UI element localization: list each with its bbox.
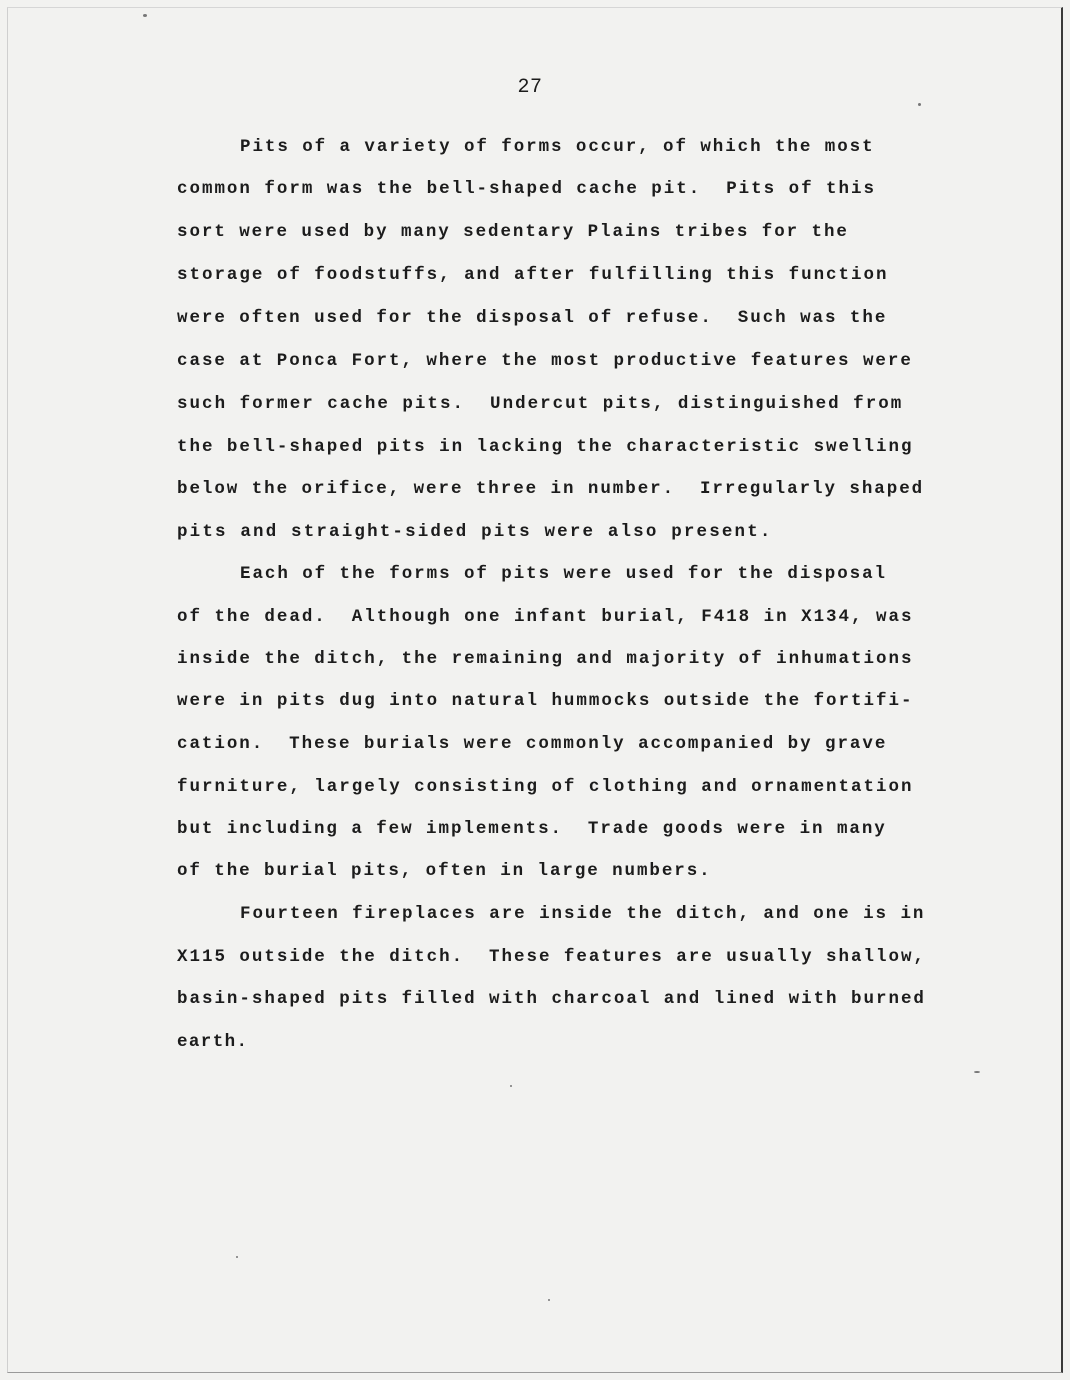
text-line: Pits of a variety of forms occur, of which the most — [240, 137, 875, 157]
page-number: 27 — [517, 76, 543, 99]
scan-speck — [143, 14, 147, 17]
text-line: the bell-shaped pits in lacking the characteristic swelling — [177, 437, 914, 457]
text-line: Fourteen fireplaces are inside the ditch, and one is in — [240, 904, 926, 924]
text-line: pits and straight-sided pits were also present. — [177, 522, 773, 542]
text-line: furniture, largely consisting of clothing and ornamentation — [177, 777, 914, 797]
text-line: of the burial pits, often in large numbers. — [177, 861, 712, 881]
text-line: inside the ditch, the remaining and majority of inhumations — [177, 649, 914, 669]
text-line: but including a few implements. Trade goods were in many — [177, 819, 887, 839]
text-line: basin-shaped pits filled with charcoal and lined with burned — [177, 989, 926, 1009]
text-line: were in pits dug into natural hummocks outside the fortifi- — [177, 691, 914, 711]
scan-speck — [548, 1299, 550, 1301]
scan-speck — [974, 1071, 980, 1073]
text-line: common form was the bell-shaped cache pit. Pits of this — [177, 179, 876, 199]
scan-speck — [510, 1085, 512, 1087]
scan-speck — [918, 103, 921, 106]
text-line: earth. — [177, 1032, 249, 1052]
text-line: such former cache pits. Undercut pits, distinguished from — [177, 394, 904, 414]
text-line: were often used for the disposal of refuse. Such was the — [177, 308, 888, 328]
text-line: Each of the forms of pits were used for the disposal — [240, 564, 887, 584]
text-line: below the orifice, were three in number. Irregularly shaped — [177, 479, 925, 499]
text-line: sort were used by many sedentary Plains tribes for the — [177, 222, 849, 242]
text-line: case at Ponca Fort, where the most productive features were — [177, 351, 913, 371]
scan-speck — [236, 1256, 238, 1258]
text-line: storage of foodstuffs, and after fulfilling this function — [177, 265, 889, 285]
text-line: of the dead. Although one infant burial, F418 in X134, was — [177, 607, 914, 627]
text-line: cation. These burials were commonly accompanied by grave — [177, 734, 888, 754]
text-line: X115 outside the ditch. These features are usually shallow, — [177, 947, 926, 967]
